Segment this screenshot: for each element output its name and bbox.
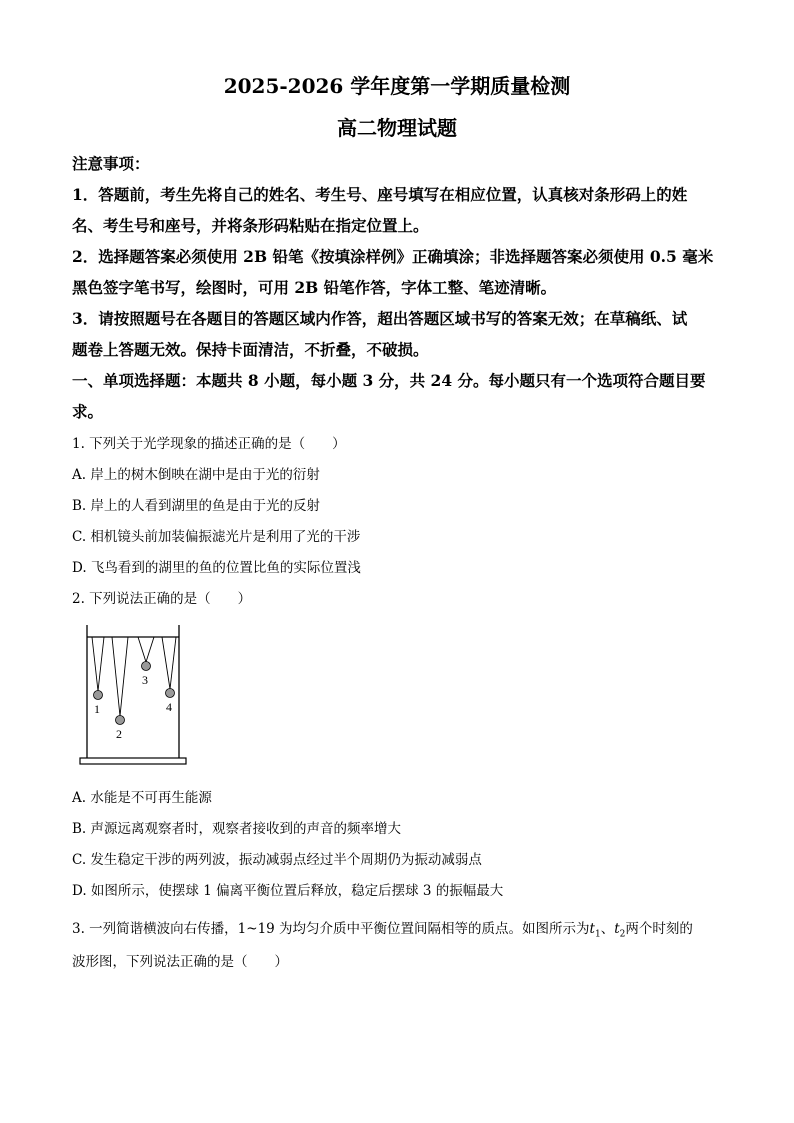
notes-heading: 注意事项： (72, 154, 150, 173)
time-t2-symbol: t (614, 921, 620, 937)
question-3-stem-prefix: 3. 一列简谐横波向右传播，1~19 为均匀介质中平衡位置间隔相等的质点。如图所示为 (72, 921, 590, 937)
question-3-stem-suffix: 两个时刻的 (625, 921, 693, 937)
question-3-separator: 、 (600, 921, 615, 937)
question-1-stem: 1. 下列关于光学现象的描述正确的是（ ） (72, 436, 346, 452)
notes-line: 名、考生号和座号，并将条形码粘贴在指定位置上。 (72, 216, 429, 235)
notes-line: 3．请按照题号在各题目的答题区域内作答，超出答题区域书写的答案无效；在草稿纸、试 (72, 309, 688, 328)
section-heading: 一、单项选择题：本题共 8 小题，每小题 3 分，共 24 分。每小题只有一个选项符合题目要 (72, 371, 706, 390)
section-heading: 求。 (72, 402, 104, 421)
question-2-option-b: B. 声源远离观察者时，观察者接收到的声音的频率增大 (72, 821, 402, 837)
question-2-option-c: C. 发生稳定干涉的两列波，振动减弱点经过半个周期仍为振动减弱点 (72, 852, 482, 868)
notes-line: 1．答题前，考生先将自己的姓名、考生号、座号填写在相应位置，认真核对条形码上的姓 (72, 185, 688, 204)
time-t1-symbol: t (589, 921, 595, 937)
pendulum-label-4: 4 (166, 700, 172, 714)
question-2-option-d: D. 如图所示，使摆球 1 偏离平衡位置后释放，稳定后摆球 3 的振幅最大 (72, 883, 504, 899)
exam-title: 2025-2026 学年度第一学期质量检测 (223, 74, 571, 98)
notes-line: 黑色签字笔书写，绘图时，可用 2B 铅笔作答，字体工整、笔迹清晰。 (72, 278, 557, 297)
time-t2-subscript: 2 (619, 929, 626, 940)
notes-line: 题卷上答题无效。保持卡面清洁，不折叠，不破损。 (72, 340, 429, 359)
question-1-option-d: D. 飞鸟看到的湖里的鱼的位置比鱼的实际位置浅 (72, 560, 361, 576)
time-t1-subscript: 1 (594, 929, 601, 940)
question-3-stem-line2: 波形图，下列说法正确的是（ ） (72, 954, 288, 970)
question-2-option-a: A. 水能是不可再生能源 (72, 790, 212, 806)
question-1-option-c: C. 相机镜头前加装偏振滤光片是利用了光的干涉 (72, 529, 361, 545)
pendulum-label-1: 1 (94, 702, 100, 716)
exam-subtitle: 高二物理试题 (337, 116, 457, 140)
question-2-stem: 2. 下列说法正确的是（ ） (72, 591, 252, 607)
pendulum-label-3: 3 (142, 673, 148, 687)
pendulum-label-2: 2 (116, 727, 122, 741)
question-1-option-a: A. 岸上的树木倒映在湖中是由于光的衍射 (72, 467, 320, 483)
pendulum-figure (76, 615, 188, 770)
notes-line: 2．选择题答案必须使用 2B 铅笔《按填涂样例》正确填涂；非选择题答案必须使用 0.5 毫米 (72, 247, 714, 266)
question-1-option-b: B. 岸上的人看到湖里的鱼是由于光的反射 (72, 498, 321, 514)
question-3-stem-line1 (72, 917, 693, 940)
